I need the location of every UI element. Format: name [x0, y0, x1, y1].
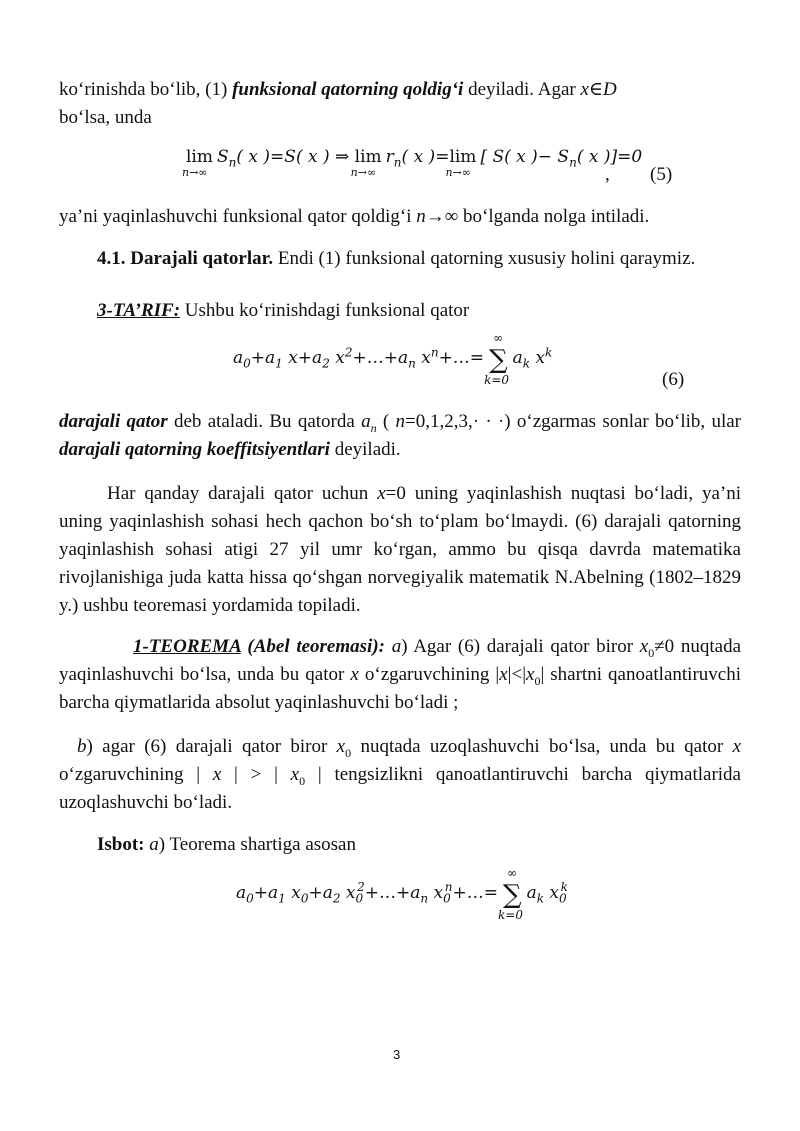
theorem-name: (Abel teoremasi): — [240, 636, 385, 657]
definition-3 — [59, 297, 741, 325]
theorem-label: 1-TEOREMA — [133, 636, 241, 657]
sum-operator: ∑ ∞ k=0 — [498, 866, 523, 922]
text-run: deyiladi. Agar — [463, 79, 581, 100]
definition-label: 3-TA’RIF: — [97, 300, 181, 321]
paragraph-power-series-definition: darajali qator deb ataladi. Bu qatorda $a_n$ ( n=0,1,2,3,· · ·) o‘zgarmas sonlar bo‘lib, ular darajali qatorning koeffitsiyentlari deyiladi. — [59, 411, 742, 460]
text-run: bo‘lsa, unda — [59, 107, 152, 128]
paragraph-remainder-definition — [59, 76, 741, 132]
paragraph-remainder-limit: ya’ni yaqinlashuvchi funksional qator qoldig‘i n→∞ bo‘lganda nolga intiladi. — [59, 206, 650, 227]
section-4-1-heading — [59, 245, 741, 273]
proof-label: Isbot: — [97, 834, 145, 855]
limit-operator-3: lim n→∞ — [445, 147, 477, 179]
term-remainder: funksional qatorning qoldig‘i — [232, 79, 464, 100]
text-run: Ushbu ko‘rinishdagi funksional qator — [180, 300, 470, 321]
equation-number-6: (6) — [662, 369, 685, 390]
page-number: 3 — [393, 1047, 401, 1062]
var-x: x — [580, 79, 589, 100]
sum-operator: ∑ ∞ k=0 — [484, 331, 510, 387]
equation-number-5: (5) — [650, 164, 673, 185]
equation-series-at-x0: $a_0+a_1$ $x_0+a_2$ $x_0^2+\dots+a_n$ $x_0^n+\dots=$ ∑ ∞ k=0 $a_k$ $x_0^k$ — [236, 866, 568, 922]
term-coefficients: darajali qatorning koeffitsiyentlari — [59, 439, 330, 460]
text-run: ko‘rinishda bo‘lib, (1) — [59, 79, 233, 100]
limit-operator-1: lim n→∞ — [182, 147, 213, 179]
theorem-1: 1-TEOREMA (Abel teoremasi): a) Agar (6) darajali qator biror $x_0\ne 0$ nuqtada yaqinlashuvchi bo‘lsa, unda bu qator x o‘zgaruvchining $|x|<|x_0|$ shartni qanoatlantiruvchi barcha qiymatlarida absolut yaqinlashuvchi bo‘ladi ; — [59, 636, 742, 713]
theorem-1-part-b: b) agar (6) darajali qator biror $x_0$ nuqtada uzoqlashuvchi bo‘lsa, unda bu qator x o‘zgaruvchining | x | > | $x_0$ | tengsizlikni qanoatlantiruvchi barcha qiymatlarida uzoqlashuvchi bo‘ladi. — [59, 736, 741, 813]
equation-comma: , — [605, 164, 610, 185]
equation-6: $a_0+a_1$ $x+a_2$ $x^2+\dots+a_n$ $x^n+\dots=$ ∑ ∞ k=0 $a_k$ $x^k$ — [233, 331, 553, 387]
equation-5: lim n→∞ $S_n$( x )=S( x ) ⇒ lim n→∞ $r_n$( x )=lim n→∞ [ S( x )− $S_n$( x )]=0 — [182, 147, 643, 179]
symbol-element-of: ∈ — [588, 79, 603, 100]
var-D: D — [602, 79, 617, 100]
proof-start: Isbot: a) Teorema shartiga asosan — [97, 834, 356, 855]
limit-operator-2: lim n→∞ — [350, 147, 382, 179]
paragraph-convergence-region: Har qanday darajali qator uchun x=0 uning yaqinlashish nuqtasi bo‘ladi, ya’ni uning yaqinlashish sohasi hech qachon bo‘sh to‘plam bo‘lmaydi. (6) darajali qatorning yaqinlashish sohasi atigi 27 yil umr ko‘rgan, ammo bu qisqa davrda matematika rivojlanishiga juda katta hissa qo‘shgan norvegiyalik matematik N.Abelning (1802–1829 y.) ushbu teoremasi yordamida topiladi. — [59, 483, 741, 616]
term-power-series: darajali qator — [59, 411, 168, 432]
section-title: 4.1. Darajali qatorlar. — [97, 248, 274, 269]
text-run: Endi (1) funksional qatorning xususiy holini qaraymiz. — [273, 248, 696, 269]
